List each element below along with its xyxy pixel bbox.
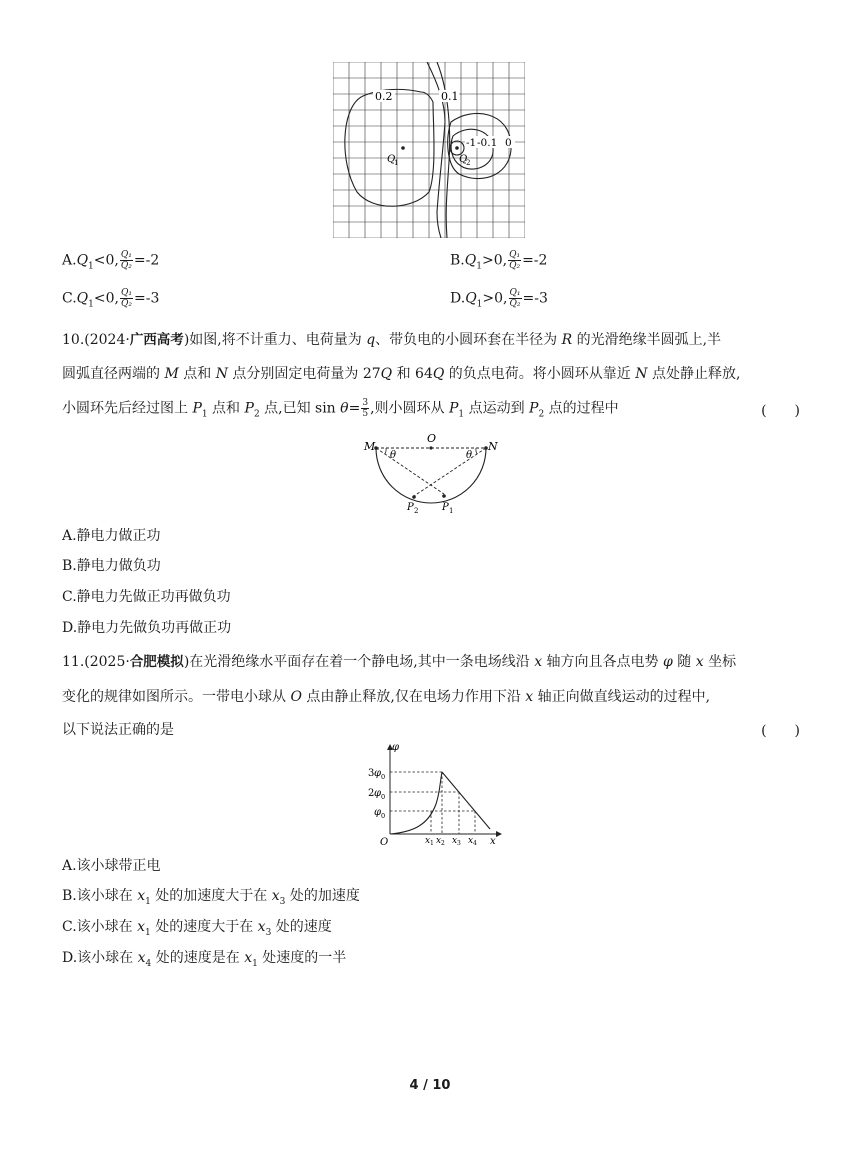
tick-3phi0-sym: φ: [374, 768, 382, 779]
q11-answer-blank[interactable]: ( ): [761, 723, 800, 739]
point-p1-sub: 1: [449, 507, 454, 515]
tick-2phi0-coef: 2: [368, 788, 375, 799]
x-axis-label: x: [490, 836, 496, 846]
q11-line-2: 变化的规律如图所示。一带电小球从 O 点由静止释放,仅在电场力作用下沿 x 轴正向做直线运动的过程中,: [62, 689, 711, 705]
q10-line-1: 10.(2024·广西高考)如图,将不计重力、电荷量为 q、带负电的小圆环套在半径为 R 的光滑绝缘半圆弧上,半: [62, 332, 722, 348]
charge-q1-label: Q: [387, 154, 396, 165]
point-p2-label: P: [407, 502, 414, 513]
q10-option-c[interactable]: C.静电力先做正功再做负功: [62, 589, 231, 605]
potential-graph-svg: [362, 742, 502, 846]
q10-line-3: 小圆环先后经过图上 $P_1$ 点和 $P_2$ 点,已知 sin θ= $\frac{3}{5}$ ,则小圆环从 $P_1$ 点运动到 $P_2$ 点的过程中: [62, 398, 619, 420]
angle-theta-left: θ: [390, 450, 397, 461]
page-number: 4 / 10: [409, 1078, 451, 1093]
q11-option-a[interactable]: A.该小球带正电: [62, 858, 161, 874]
fraction-3-5: $\frac{3}{5}$: [362, 398, 369, 419]
tick-2phi0-sub: 0: [381, 793, 386, 801]
equipotential-figure: [333, 62, 525, 238]
q10-option-d[interactable]: D.静电力先做负功再做正功: [62, 620, 232, 636]
charge-q2-dot: [455, 146, 459, 150]
fraction: $\frac{\text{Q₁}}{\text{Q₂}}$: [120, 288, 132, 309]
q11-source: 合肥模拟: [129, 654, 184, 670]
point-o-label: O: [427, 432, 437, 445]
q10-source: 广西高考: [129, 332, 184, 348]
q9-option-a[interactable]: $A.Q_1<0$, $\frac{\text{Q₁}}{\text{Q₂}}$ =-2: [62, 250, 160, 272]
contour-label-neg0.1: -0.1: [477, 137, 498, 149]
equipotential-svg: [333, 62, 525, 238]
q10-option-b[interactable]: B.静电力做负功: [62, 558, 161, 574]
charge-q1-dot: [401, 146, 405, 150]
origin-label: O: [380, 837, 389, 846]
charge-q1-sub: 1: [394, 159, 399, 167]
q9-option-d[interactable]: $D.Q_1>0$, $\frac{\text{Q₁}}{\text{Q₂}}$ =-3: [450, 288, 548, 310]
tick-3phi0-coef: 3: [368, 768, 375, 779]
angle-theta-right: θ: [466, 450, 473, 461]
q11-line-3: 以下说法正确的是: [62, 722, 174, 738]
q9-option-b[interactable]: $B.Q_1>0$, $\frac{\text{Q₁}}{\text{Q₂}}$ =-2: [450, 250, 548, 272]
fraction: $\frac{\text{Q₁}}{\text{Q₂}}$: [509, 288, 521, 309]
q11-option-c[interactable]: C.该小球在 $x_1$ 处的速度大于在 $x_3$ 处的速度: [62, 919, 332, 938]
tick-x1-sym: x: [425, 836, 431, 846]
q9-option-c[interactable]: $C.Q_1<0$, $\frac{\text{Q₁}}{\text{Q₂}}$ =-3: [62, 288, 160, 310]
point-p1-label: P: [442, 502, 449, 513]
tick-2phi0-sym: φ: [374, 788, 382, 799]
tick-x3-sub: 3: [457, 840, 461, 846]
tick-x4-sym: x: [468, 836, 474, 846]
contour-label-0.1: 0.1: [441, 90, 459, 103]
contour-label-neg1: -1: [466, 137, 477, 149]
charge-q2-sub: 2: [466, 159, 471, 167]
q11-option-d[interactable]: D.该小球在 $x_4$ 处的速度是在 $x_1$ 处速度的一半: [62, 950, 347, 969]
contour-label-0: 0: [505, 137, 512, 149]
tick-x2-sym: x: [436, 836, 442, 846]
y-axis-label: φ: [392, 742, 400, 753]
tick-phi0-sym: φ: [374, 807, 382, 818]
q11-option-b[interactable]: B.该小球在 $x_1$ 处的加速度大于在 $x_3$ 处的加速度: [62, 888, 360, 907]
tick-phi0-sub: 0: [381, 812, 386, 820]
q11-line-1: 11.(2025·合肥模拟)在光滑绝缘水平面存在着一个静电场,其中一条电场线沿 x 轴方向且各点电势 φ 随 x 坐标: [62, 654, 737, 670]
fraction: $\frac{\text{Q₁}}{\text{Q₂}}$: [509, 250, 521, 271]
semicircle-svg: [362, 430, 502, 516]
semicircle-figure: [362, 430, 502, 516]
tick-3phi0-sub: 0: [381, 773, 386, 781]
point-n-label: N: [488, 440, 498, 453]
q10-answer-blank[interactable]: ( ): [761, 403, 800, 419]
q10-line-2: 圆弧直径两端的 M 点和 N 点分别固定电荷量为 27Q 和 64Q 的负点电荷。将小圆环从靠近 N 点处静止释放,: [62, 366, 741, 382]
charge-q2-label: Q: [459, 154, 468, 165]
tick-x4-sub: 4: [473, 840, 477, 846]
fraction: $\frac{\text{Q₁}}{\text{Q₂}}$: [120, 250, 132, 271]
point-p2-sub: 2: [414, 507, 419, 515]
point-m-label: M: [364, 440, 376, 453]
potential-graph-figure: [362, 742, 502, 846]
tick-x1-sub: 1: [430, 840, 434, 846]
tick-x2-sub: 2: [441, 840, 445, 846]
tick-x3-sym: x: [452, 836, 458, 846]
contour-label-0.2: 0.2: [375, 90, 393, 103]
q10-option-a[interactable]: A.静电力做正功: [62, 528, 161, 544]
